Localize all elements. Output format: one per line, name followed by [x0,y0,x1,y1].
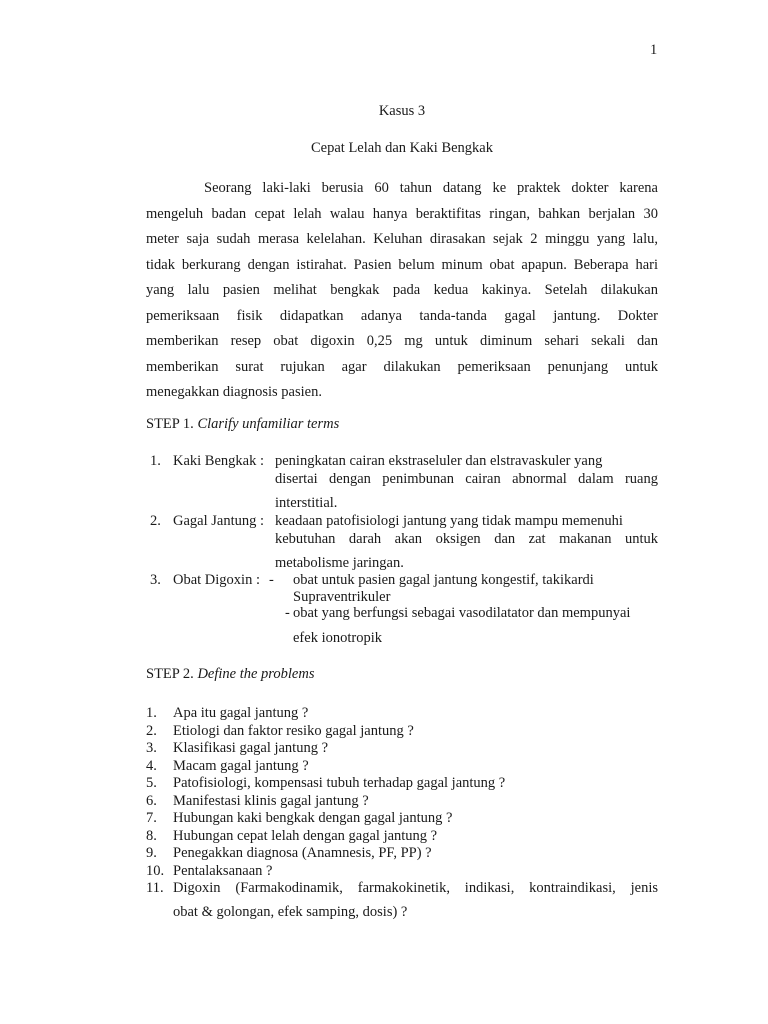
page-number: 1 [650,42,658,58]
list-item [146,880,658,898]
problem-text: Digoxin (Farmakodinamik, farmakokinetik, indikasi, kontraindikasi, jenis [173,880,658,896]
paragraph-line: meter saja sudah merasa kelelahan. Keluhan dirasakan sejak 2 minggu yang lalu, [146,231,658,247]
step2-label: Define the problems [197,666,315,682]
paragraph-line: memberikan surat rujukan agar dilakukan pemeriksaan penunjang untuk [146,358,658,375]
step1-label: Clarify unfamiliar terms [197,416,340,432]
problem-number: 1. [146,705,157,721]
case-subtitle: Cepat Lelah dan Kaki Bengkak [311,140,493,156]
step1-heading [146,416,339,433]
problem-number: 3. [146,740,157,756]
list-item-continuation [146,904,658,922]
list-item [146,863,658,881]
problem-text: Apa itu gagal jantung ? [173,705,309,721]
term-definition-line: metabolisme jaringan. [275,555,404,571]
term-number: 3. [150,572,161,588]
problem-text: Klasifikasi gagal jantung ? [173,740,329,756]
paragraph-line: pemeriksaan fisik didapatkan adanya tanda-tanda gagal jantung. Dokter [146,307,658,324]
problem-number: 9. [146,845,157,861]
term-definition-line: keadaan patofisiologi jantung yang tidak mampu memenuhi [275,513,623,529]
problem-text-continuation: obat & golongan, efek samping, dosis) ? [173,904,408,920]
term-label: Obat Digoxin : [173,572,260,588]
problem-number: 7. [146,810,157,826]
term-definition-line: disertai dengan penimbunan cairan abnormal dalam ruang [275,471,658,487]
problem-text: Hubungan kaki bengkak dengan gagal jantung ? [173,810,453,826]
problem-number: 11. [146,880,164,896]
term-definition-line: obat untuk pasien gagal jantung kongestif, takikardi [293,572,594,588]
term-label: Gagal Jantung : [173,513,265,529]
problem-text: Macam gagal jantung ? [173,758,309,774]
list-item [146,740,658,758]
problem-number: 2. [146,723,157,739]
paragraph-line: yang lalu pasien melihat bengkak pada kedua kakinya. Setelah dilakukan [146,282,658,298]
list-item [146,705,658,723]
paragraph-line: mengeluh badan cepat lelah walau hanya beraktifitas ringan, bahkan berjalan 30 [146,205,658,222]
term-definition-line: Supraventrikuler [293,589,391,605]
bullet-dash: - [269,572,274,588]
step2-prefix: STEP 2. [146,666,198,682]
paragraph-line: memberikan resep obat digoxin 0,25 mg untuk diminum sehari sekali dan [146,333,658,349]
term-number: 2. [150,513,161,529]
step1-prefix: STEP 1. [146,416,198,432]
list-item [146,723,658,741]
problem-number: 8. [146,828,157,844]
term-definition-line: efek ionotropik [293,630,382,646]
list-item [146,845,658,863]
term-label: Kaki Bengkak : [173,453,265,469]
paragraph-line: menegakkan diagnosis pasien. [146,384,322,400]
term-number: 1. [150,453,161,469]
problem-text: Etiologi dan faktor resiko gagal jantung ? [173,723,414,739]
case-paragraph [146,176,658,406]
problem-text: Manifestasi klinis gagal jantung ? [173,793,369,809]
list-item [146,810,658,828]
list-item [146,758,658,776]
problem-number: 6. [146,793,157,809]
problem-text: Pentalaksanaan ? [173,863,273,879]
bullet-dash: - [285,605,290,621]
list-item [146,828,658,846]
paragraph-line: Seorang laki-laki berusia 60 tahun datang ke praktek dokter karena [204,180,658,196]
problem-text: Penegakkan diagnosa (Anamnesis, PF, PP) ? [173,845,432,861]
step2-heading [146,666,315,683]
problem-number: 10. [146,863,165,879]
term-definition-line: peningkatan cairan ekstraseluler dan elstravaskuler yang [275,453,603,469]
term-definition-line: interstitial. [275,495,338,511]
problem-text: Hubungan cepat lelah dengan gagal jantung ? [173,828,438,844]
term-definition-line: kebutuhan darah akan oksigen dan zat makanan untuk [275,531,658,547]
paragraph-line: tidak berkurang dengan istirahat. Pasien belum minum obat apapun. Beberapa hari [146,256,658,273]
list-item [146,793,658,811]
list-item [146,775,658,793]
problem-number: 5. [146,775,157,791]
case-title: Kasus 3 [378,103,426,119]
problem-text: Patofisiologi, kompensasi tubuh terhadap gagal jantung ? [173,775,506,791]
problem-number: 4. [146,758,157,774]
term-definition-line: obat yang berfungsi sebagai vasodilatator dan mempunyai [293,605,631,621]
